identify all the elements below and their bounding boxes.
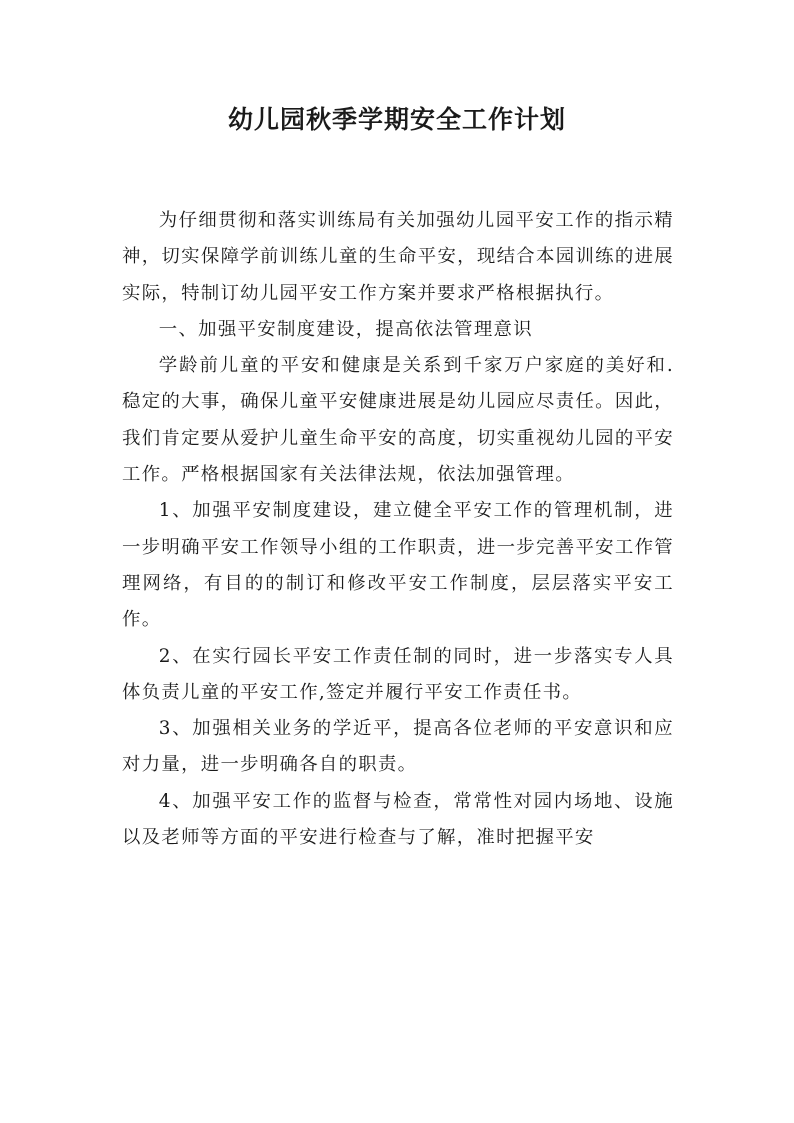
paragraph-section-1-intro: 学龄前儿童的平安和健康是关系到千家万户家庭的美好和.稳定的大事，确保儿童平安健康进展是幼儿园应尽责任。因此，我们肯定要从爱护儿童生命平安的高度，切实重视幼儿园的平安工作。严格根据国家有关法律法规，依法加强管理。 xyxy=(122,355,674,486)
section-heading-1: 一、加强平安制度建设，提高依法管理意识 xyxy=(158,318,533,340)
document-body xyxy=(122,203,674,856)
paragraph-intro: 为仔细贯彻和落实训练局有关加强幼儿园平安工作的指示精神，切实保障学前训练儿童的生命平安，现结合本园训练的进展实际，特制订幼儿园平安工作方案并要求严格根据执行。 xyxy=(122,210,674,304)
paragraph-item-3: 3、加强相关业务的学近平，提高各位老师的平安意识和应对力量，进一步明确各自的职责。 xyxy=(122,718,674,776)
paragraph-item-1: 1、加强平安制度建设，建立健全平安工作的管理机制，进一步明确平安工作领导小组的工作职责，进一步完善平安工作管理网络，有目的的制订和修改平安工作制度，层层落实平安工作。 xyxy=(122,500,674,631)
document-title: 幼儿园秋季学期安全工作计划 xyxy=(227,105,566,134)
paragraph-item-4: 4、加强平安工作的监督与检查，常常性对园内场地、设施以及老师等方面的平安进行检查与了解，准时把握平安 xyxy=(122,790,674,849)
paragraph-item-2: 2、在实行园长平安工作责任制的同时，进一步落实专人具体负责儿童的平安工作,签定并履行平安工作责任书。 xyxy=(122,645,674,703)
